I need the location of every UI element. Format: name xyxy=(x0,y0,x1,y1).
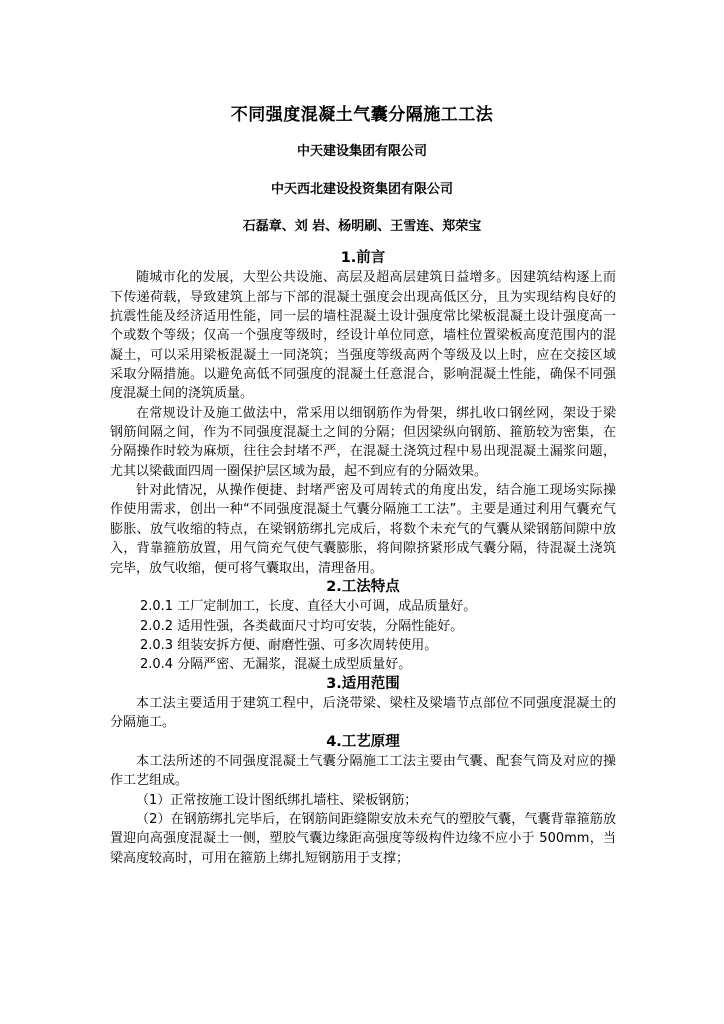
section-1-paragraph-2: 在常规设计及施工做法中，常采用以细钢筋作为骨架，绑扎收口钢丝网，架设于梁钢筋间隔之间，作为不同强度混凝土之间的分隔；但因梁纵向钢筋、箍筋较为密集，在分隔操作时较为麻烦，往往会封堵不严，在混凝土浇筑过程中易出现混凝土漏浆问题，尤其以梁截面四周一圈保护层区域为最，起不到应有的分隔效果。 xyxy=(110,405,616,479)
section-4-paragraph-3: （2）在钢筋绑扎完毕后，在钢筋间距缝隙安放未充气的塑胶气囊，气囊背靠箍筋放置迎向高强度混凝土一侧，塑胶气囊边缘距高强度等级构件边缘不应小于 500mm，当梁高度较高时，可用在箍筋上绑扎短钢筋用于支撑； xyxy=(110,811,616,866)
document-title: 不同强度混凝土气囊分隔施工工法 xyxy=(230,105,494,125)
organization-1: 中天建设集团有限公司 xyxy=(296,144,427,159)
section-2-item: 2.0.1 工厂定制加工，长度、直径大小可调，成品质量好。 xyxy=(140,599,477,615)
section-4-paragraph-1: 本工法所述的不同强度混凝土气囊分隔施工工法主要由气囊、配套气筒及对应的操作工艺组成。 xyxy=(110,753,616,789)
document-body xyxy=(110,249,616,868)
section-2-item: 2.0.4 分隔严密、无漏浆，混凝土成型质量好。 xyxy=(140,657,412,673)
section-3-paragraph-1: 本工法主要适用于建筑工程中，后浇带梁、梁柱及梁墙节点部位不同强度混凝土的分隔施工。 xyxy=(110,695,616,731)
section-2-item: 2.0.3 组装安拆方便、耐磨性强、可多次周转使用。 xyxy=(140,637,438,653)
section-1-heading: 1.前言 xyxy=(340,250,386,266)
section-4-heading: 4.工艺原理 xyxy=(326,733,400,750)
organization-2: 中天西北建设投资集团有限公司 xyxy=(270,182,453,197)
section-1-paragraph-1: 随城市化的发展，大型公共设施、高层及超高层建筑日益增多。因建筑结构逐上而下传递荷载，导致建筑上部与下部的混凝土强度会出现高低区分，且为实现结构良好的抗震性能及经济适用性能，同一层的墙柱混凝土设计强度常比梁板混凝土设计强度高一个或数个等级；仅高一个强度等级时，经设计单位同意，墙柱位置梁板高度范围内的混凝土，可以采用梁板混凝土一同浇筑；当强度等级高两个等级及以上时，应在交接区域采取分隔措施。以避免高低不同强度的混凝土任意混合，影响混凝土性能，确保不同强度混凝土间的浇筑质量。 xyxy=(110,270,616,402)
section-1-paragraph-3: 针对此情况，从操作便捷、封堵严密及可周转式的角度出发，结合施工现场实际操作使用需求，创出一种“不同强度混凝土气囊分隔施工工法”。主要是通过利用气囊充气膨胀、放气收缩的特点，在梁钢筋绑扎完成后，将数个未充气的气囊从梁钢筋间隙中放入，背靠箍筋放置，用气筒充气使气囊膨胀，将间隙挤紧形成气囊分隔，待混凝土浇筑完毕，放气收缩，便可将气囊取出，清理备用。 xyxy=(110,483,616,576)
section-2-item: 2.0.2 适用性强，各类截面尺寸均可安装，分隔性能好。 xyxy=(140,618,464,634)
authors: 石磊章、刘 岩、杨明刷、王雪连、郑荣宝 xyxy=(242,219,482,234)
section-3-heading: 3.适用范围 xyxy=(326,675,400,692)
section-4-paragraph-2: （1）正常按施工设计图纸绑扎墙柱、梁板钢筋； xyxy=(136,792,418,808)
section-2-heading: 2.工法特点 xyxy=(326,578,400,595)
